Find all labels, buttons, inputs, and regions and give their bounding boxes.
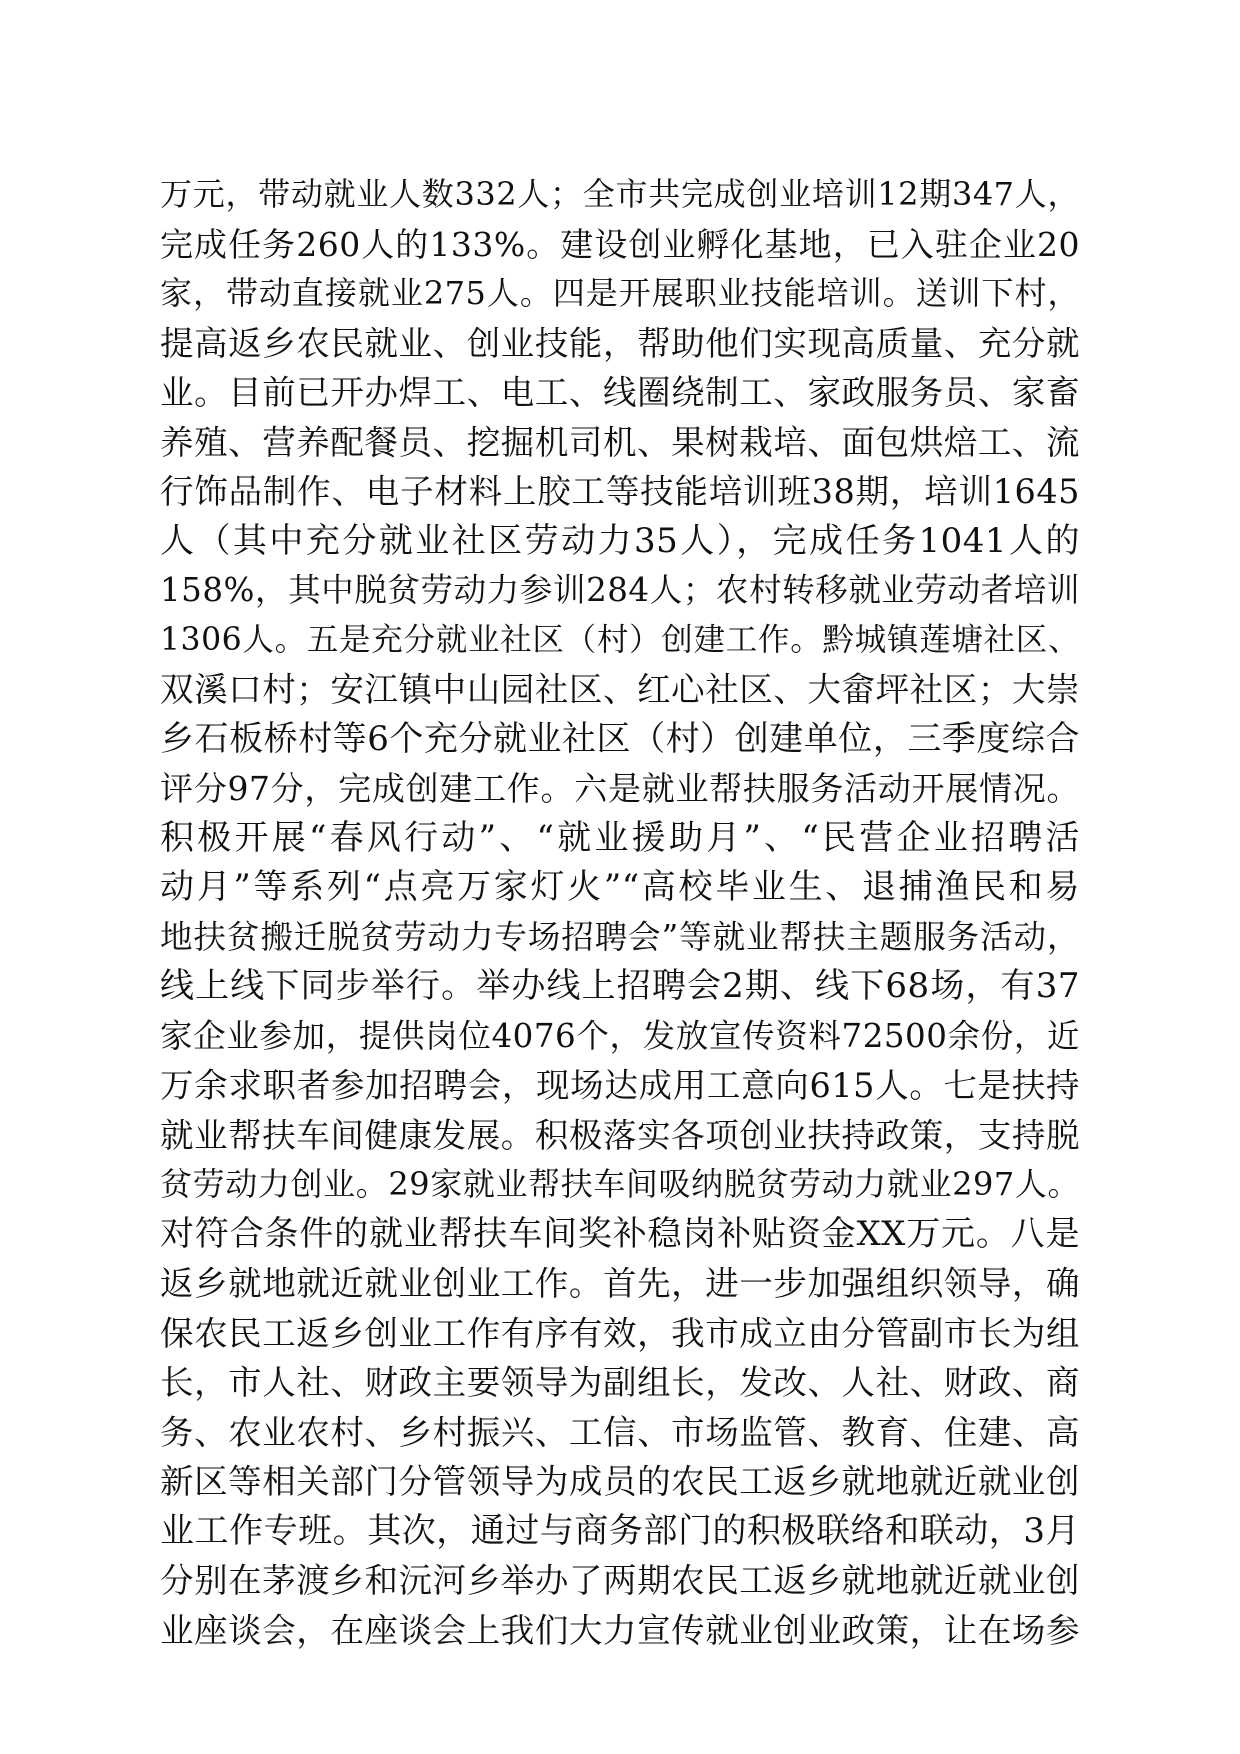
text-line: 1306人。五是充分就业社区（村）创建工作。黔城镇莲塘社区、 — [160, 621, 1080, 658]
text-line: 完成任务260人的133%。建设创业孵化基地，已入驻企业20 — [160, 224, 1080, 264]
body-paragraph — [160, 170, 1080, 1655]
text-line: 贫劳动力创业。29家就业帮扶车间吸纳脱贫劳动力就业297人。 — [160, 1165, 1080, 1203]
text-line: 地扶贫搬迁脱贫劳动力专场招聘会”等就业帮扶主题服务活动， — [160, 917, 1080, 956]
text-line: 保农民工返乡创业工作有序有效，我市成立由分管副市长为组 — [160, 1313, 1080, 1353]
text-line: 乡石板桥村等6个充分就业社区（村）创建单位，三季度综合 — [160, 718, 1080, 759]
text-line: 双溪口村；安江镇中山园社区、红心社区、大畲坪社区；大崇 — [160, 670, 1080, 709]
text-line: 行饰品制作、电子材料上胶工等技能培训班38期，培训1645 — [160, 472, 1080, 511]
text-line: 业。目前已开办焊工、电工、线圈绕制工、家政服务员、家畜 — [160, 373, 1080, 412]
text-line: 返乡就地就近就业创业工作。首先，进一步加强组织领导，确 — [160, 1264, 1080, 1303]
text-line: 评分97分，完成创建工作。六是就业帮扶服务活动开展情况。 — [160, 769, 1080, 808]
text-line: 长，市人社、财政主要领导为副组长，发改、人社、财政、商 — [160, 1363, 1080, 1402]
text-line: 分别在茅渡乡和沅河乡举办了两期农民工返乡就地就近就业创 — [160, 1561, 1080, 1600]
text-line: 新区等相关部门分管领导为成员的农民工返乡就地就近就业创 — [160, 1462, 1080, 1501]
text-line: 就业帮扶车间健康发展。积极落实各项创业扶持政策，支持脱 — [160, 1115, 1080, 1155]
text-line: 家企业参加，提供岗位4076个，发放宣传资料72500余份，近 — [160, 1016, 1080, 1055]
text-line: 积极开展“春风行动”、“就业援助月”、“民营企业招聘活 — [160, 817, 1080, 858]
text-line: 务、农业农村、乡村振兴、工信、市场监管、教育、住建、高 — [160, 1412, 1080, 1452]
text-line: 提高返乡农民就业、创业技能，帮助他们实现高质量、充分就 — [160, 323, 1080, 363]
text-line: 业座谈会，在座谈会上我们大力宣传就业创业政策，让在场参 — [160, 1610, 1080, 1650]
text-line: 对符合条件的就业帮扶车间奖补稳岗补贴资金XX万元。八是 — [160, 1213, 1080, 1254]
text-line: 线上线下同步举行。举办线上招聘会2期、线下68场，有37 — [160, 966, 1080, 1006]
text-line: 万余求职者参加招聘会，现场达成用工意向615人。七是扶持 — [160, 1066, 1080, 1105]
text-line: 万元，带动就业人数332人；全市共完成创业培训12期347人， — [160, 175, 1080, 213]
text-line: 家，带动直接就业275人。四是开展职业技能培训。送训下村， — [160, 274, 1080, 312]
text-line: 动月”等系列“点亮万家灯火”“高校毕业生、退捕渔民和易 — [160, 867, 1080, 907]
text-line: 业工作专班。其次，通过与商务部门的积极联络和联动，3月 — [160, 1510, 1080, 1551]
text-line: 人（其中充分就业社区劳动力35人），完成任务1041人的 — [160, 520, 1080, 561]
text-line: 158%，其中脱贫劳动力参训284人；农村转移就业劳动者培训 — [160, 571, 1080, 609]
text-line: 养殖、营养配餐员、挖掘机司机、果树栽培、面包烘焙工、流 — [160, 422, 1080, 462]
